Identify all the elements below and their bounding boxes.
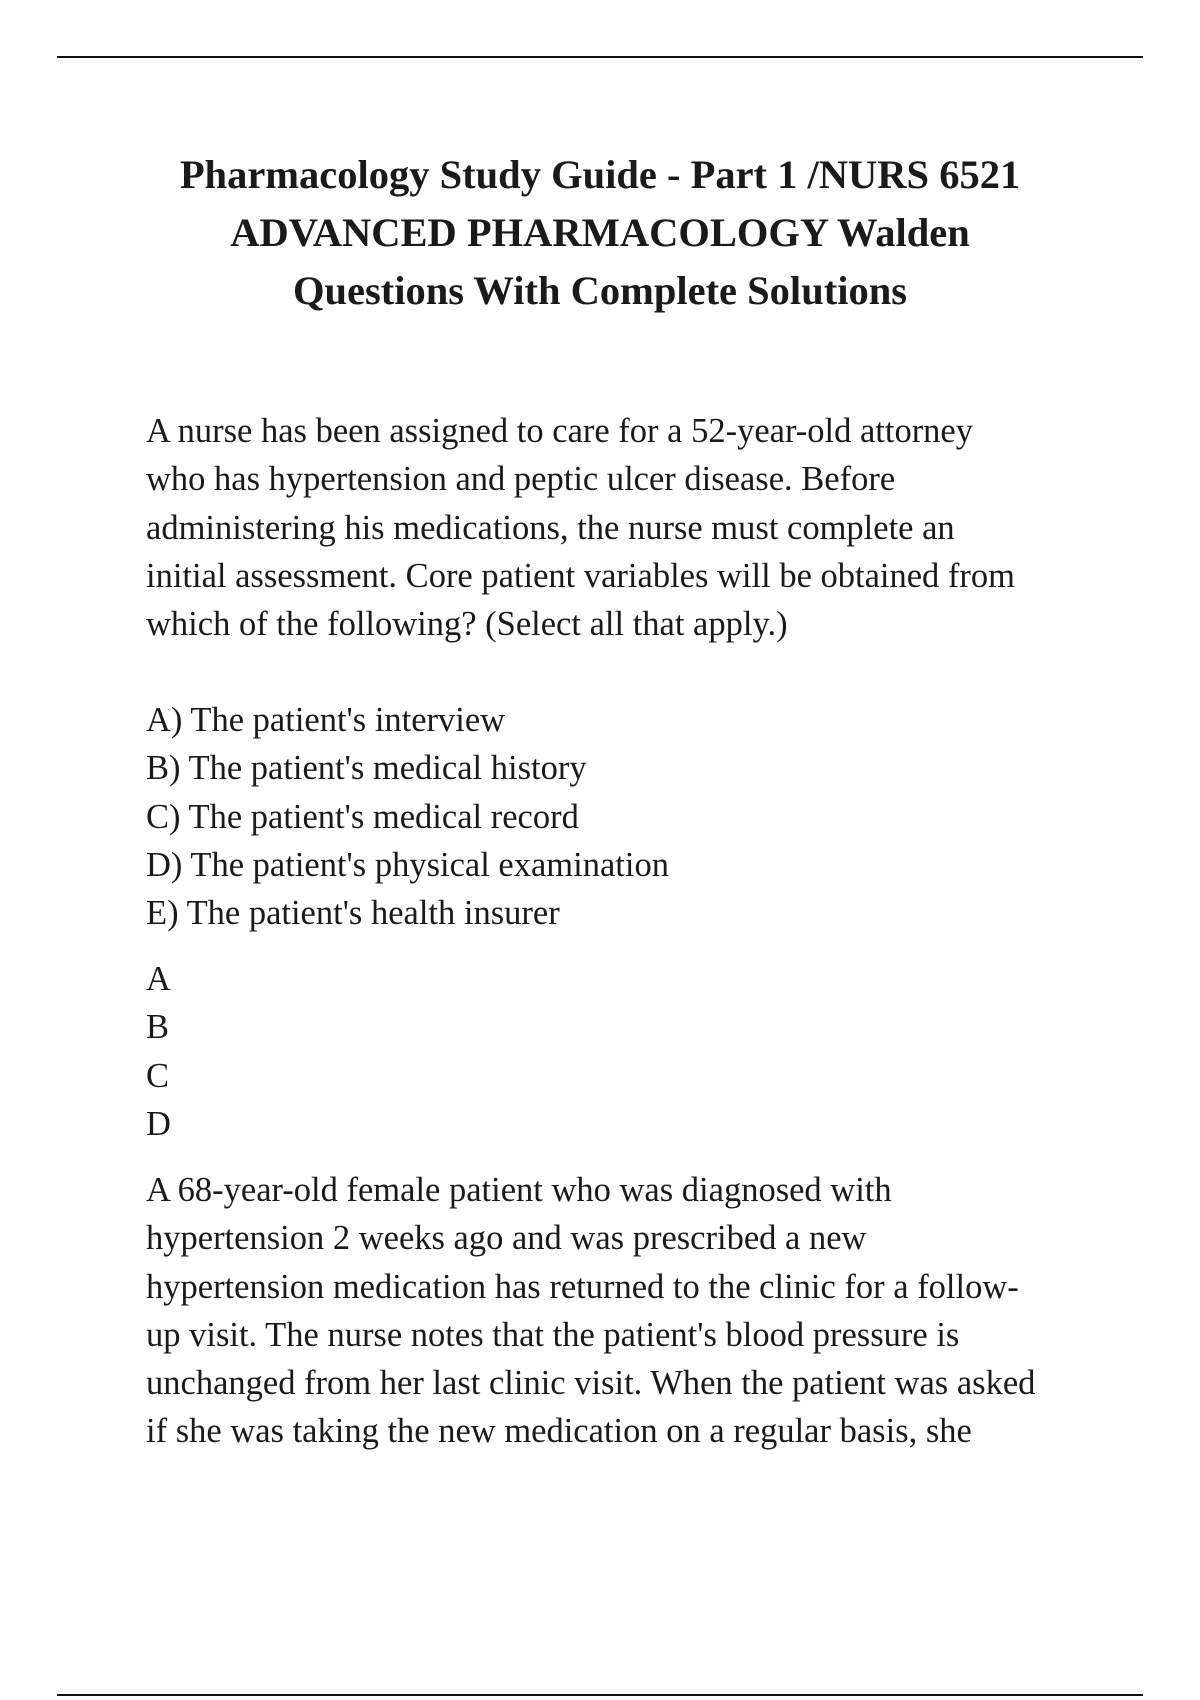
answer-item: C <box>146 1056 170 1095</box>
question-1-answers <box>146 955 446 1148</box>
question-line: up visit. The nurse notes that the patient's blood pressure is <box>146 1315 960 1354</box>
question-line: if she was taking the new medication on a regular basis, she <box>146 1412 972 1451</box>
question-line: A nurse has been assigned to care for a 52-year-old attorney <box>146 412 973 450</box>
question-line: A 68-year-old female patient who was diagnosed with <box>146 1171 892 1209</box>
question-line: which of the following? (Select all that apply.) <box>146 605 788 644</box>
option-d: D) The patient's physical examination <box>146 845 669 884</box>
question-line: hypertension 2 weeks ago and was prescribed a new <box>146 1219 867 1258</box>
answer-item: B <box>146 1008 170 1047</box>
answer-item: D <box>146 1104 171 1143</box>
question-line: administering his medications, the nurse must complete an <box>146 508 955 547</box>
top-rule <box>57 56 1143 58</box>
title-line: Questions With Complete Solutions <box>293 268 907 313</box>
question-line: who has hypertension and peptic ulcer disease. Before <box>146 460 896 499</box>
bottom-rule <box>57 1694 1143 1696</box>
question-1-options <box>146 696 1106 937</box>
answer-item: A <box>146 960 171 998</box>
question-line: unchanged from her last clinic visit. When the patient was asked <box>146 1364 1036 1403</box>
document-title <box>100 146 1100 320</box>
question-2-text <box>146 1166 1106 1456</box>
question-line: initial assessment. Core patient variables will be obtained from <box>146 556 1015 595</box>
title-line: Pharmacology Study Guide - Part 1 /NURS 6521 <box>179 152 1021 197</box>
option-b: B) The patient's medical history <box>146 749 587 788</box>
question-1-text <box>146 407 1106 648</box>
option-a: A) The patient's interview <box>146 701 506 739</box>
option-e: E) The patient's health insurer <box>146 894 560 933</box>
title-line: ADVANCED PHARMACOLOGY Walden <box>230 210 970 255</box>
question-line: hypertension medication has returned to the clinic for a follow- <box>146 1267 1019 1306</box>
option-c: C) The patient's medical record <box>146 797 579 836</box>
